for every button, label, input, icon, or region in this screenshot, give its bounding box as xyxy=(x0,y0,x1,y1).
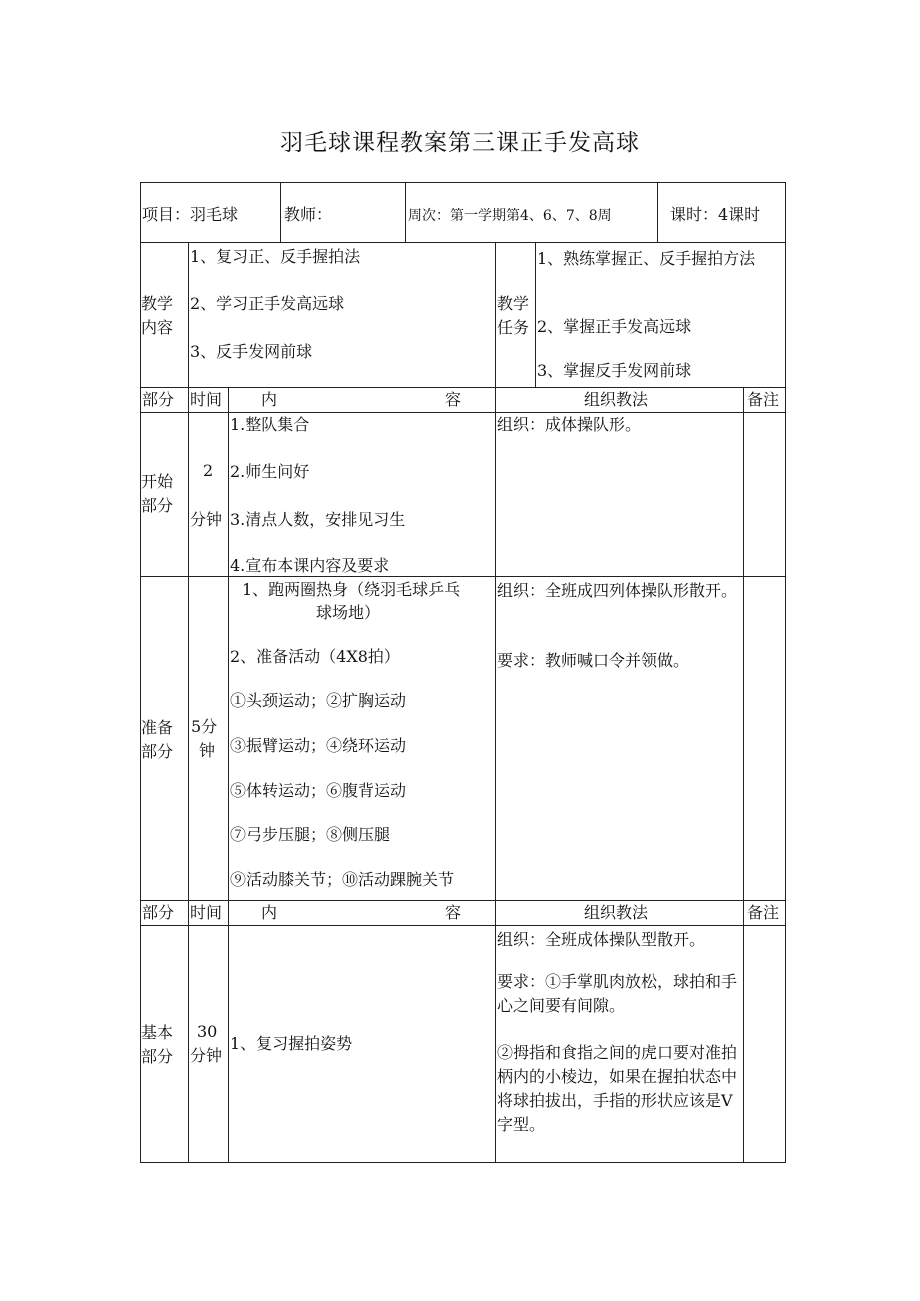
task-item: 3、掌握反手发网前球 xyxy=(537,361,692,380)
teacher-field: 教师： xyxy=(284,205,333,224)
task-item: 1、熟练掌握正、反手握拍方法 xyxy=(537,249,756,268)
col-part: 部分 xyxy=(142,903,175,922)
section-method-line: 要求：①手掌肌肉放松，球拍和手心之间要有间隙。 xyxy=(497,972,738,1015)
section-part: 开始部分 xyxy=(141,472,174,515)
section-time: 30 xyxy=(197,1022,218,1041)
section-content-line: 1.整队集合 xyxy=(230,415,310,434)
section-method-line: 组织：全班成体操队型散开。 xyxy=(497,930,706,949)
section-part: 准备部分 xyxy=(141,718,174,761)
page-title: 羽毛球课程教案第三课正手发高球 xyxy=(280,130,640,156)
section-content-line: 1、跑两圈热身（绕羽毛球乒乓 xyxy=(242,580,461,599)
content-item: 3、反手发网前球 xyxy=(190,342,313,361)
section-content-line: ①头颈运动；②扩胸运动 xyxy=(230,691,407,710)
section-content-line: ③振臂运动；④绕环运动 xyxy=(230,736,407,755)
teaching-task-label: 教学任务 xyxy=(497,294,530,337)
teaching-content-label: 教学内容 xyxy=(141,294,174,337)
section-content-line: 4.宣布本课内容及要求 xyxy=(230,556,390,575)
section-content-line: 2、准备活动（4X8拍） xyxy=(230,647,400,666)
section-content-line: 2.师生问好 xyxy=(230,462,310,481)
section-method-line: 要求：教师喊口令并领做。 xyxy=(497,651,690,670)
section-method-line: 组织：成体操队形。 xyxy=(497,415,642,434)
hours-field: 课时：4课时 xyxy=(670,205,761,224)
section-time: 分钟 xyxy=(190,1046,223,1065)
col-content-b: 容 xyxy=(445,390,462,409)
section-method-line: 组织：全班成四列体操队形散开。 xyxy=(497,581,738,600)
content-item: 2、学习正手发高远球 xyxy=(190,294,345,313)
col-part: 部分 xyxy=(142,390,175,409)
section-content-line: ⑦弓步压腿；⑧侧压腿 xyxy=(230,825,391,844)
section-content-line: 球场地） xyxy=(316,603,381,622)
col-method: 组织教法 xyxy=(584,903,649,922)
section-time: 2 xyxy=(203,461,214,480)
col-note: 备注 xyxy=(747,903,780,922)
col-time: 时间 xyxy=(190,390,223,409)
content-item: 1、复习正、反手握拍法 xyxy=(190,247,361,266)
section-part: 基本部分 xyxy=(141,1023,174,1066)
week-field: 周次：第一学期第4、6、7、8周 xyxy=(408,208,612,224)
col-content-a: 内 xyxy=(261,390,278,409)
col-note: 备注 xyxy=(747,390,780,409)
col-method: 组织教法 xyxy=(584,390,649,409)
project-field: 项目：羽毛球 xyxy=(142,205,239,224)
col-time: 时间 xyxy=(190,903,223,922)
section-method-line: ②拇指和食指之间的虎口要对准拍柄内的小棱边，如果在握拍状态中将球拍拔出，手指的形状应该是V字型。 xyxy=(497,1043,738,1134)
col-content-a: 内 xyxy=(261,903,278,922)
section-content-line: ⑨活动膝关节；⑩活动踝腕关节 xyxy=(230,870,455,889)
section-time: 5分 xyxy=(191,717,218,736)
section-time: 分钟 xyxy=(190,510,223,529)
section-content-line: 3.清点人数，安排见习生 xyxy=(230,510,406,529)
section-content-line: ⑤体转运动；⑥腹背运动 xyxy=(230,781,407,800)
section-time: 钟 xyxy=(199,741,216,760)
task-item: 2、掌握正手发高远球 xyxy=(537,317,692,336)
section-content-line: 1、复习握拍姿势 xyxy=(230,1034,353,1053)
col-content-b: 容 xyxy=(445,903,462,922)
